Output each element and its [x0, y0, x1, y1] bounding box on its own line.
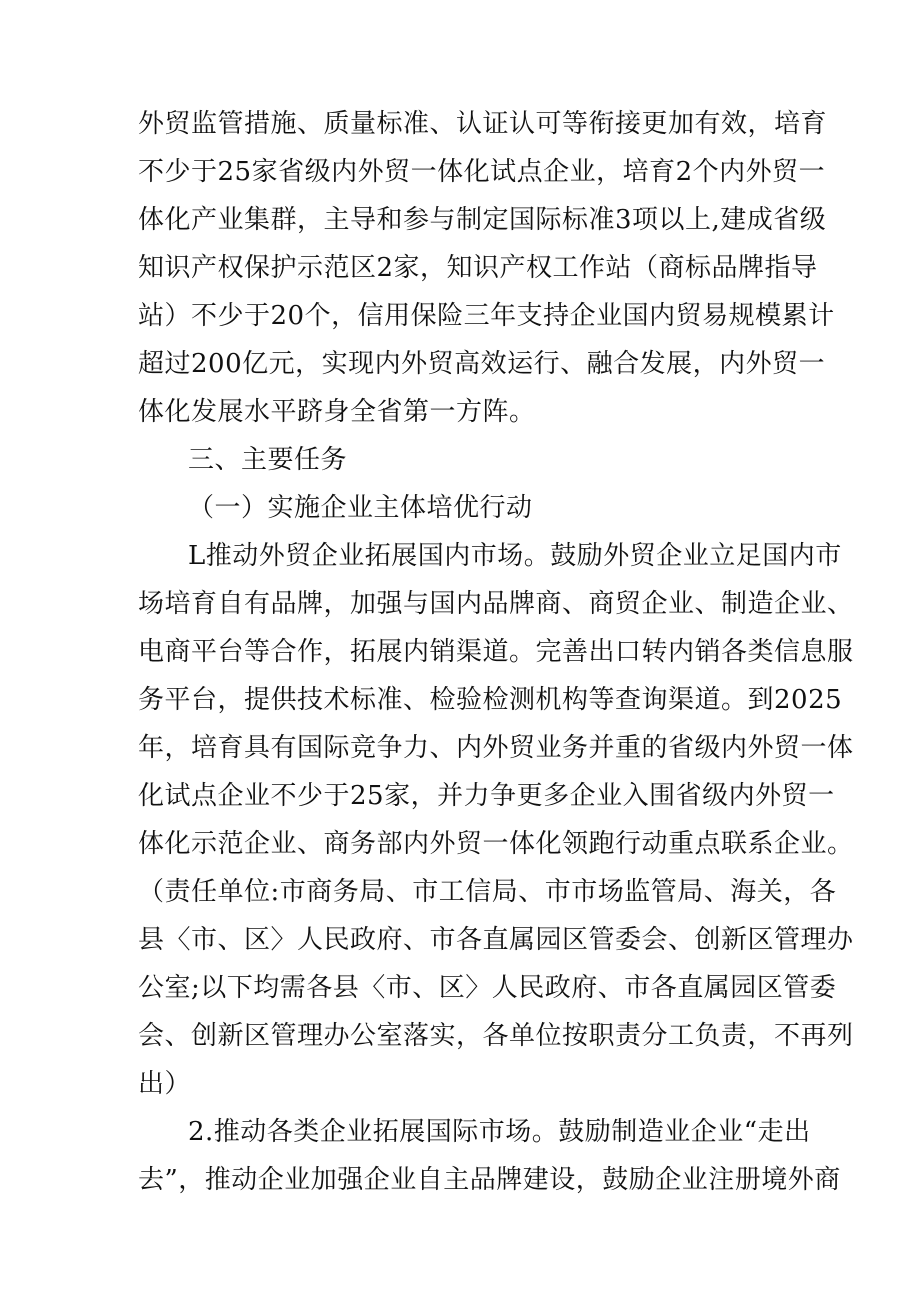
paragraph-line: 去”，推动企业加强企业自主品牌建设，鼓励企业注册境外商: [138, 1165, 841, 1195]
paragraph-line: 知识产权保护示范区2家，知识产权工作站（商标品牌指导: [138, 253, 818, 283]
paragraph-line: 超过200亿元，实现内外贸高效运行、融合发展，内外贸一: [138, 349, 826, 379]
paragraph-line: 化试点企业不少于25家，并力争更多企业入围省级内外贸一: [138, 781, 835, 811]
paragraph-line: 场培育自有品牌，加强与国内品牌商、商贸企业、制造企业、: [138, 589, 854, 619]
paragraph-line: L推动外贸企业拓展国内市场。鼓励外贸企业立足国内市: [188, 541, 842, 571]
paragraph-line: 电商平台等合作，拓展内销渠道。完善出口转内销各类信息服: [138, 637, 854, 667]
paragraph-line: 2.推动各类企业拓展国际市场。鼓励制造业企业“走出: [188, 1117, 811, 1147]
paragraph-line: 体化发展水平跻身全省第一方阵。: [138, 397, 536, 427]
paragraph-line: 外贸监管措施、质量标准、认证认可等衔接更加有效，培育: [138, 109, 828, 139]
paragraph-line: 务平台，提供技术标准、检验检测机构等查询渠道。到2025: [138, 685, 843, 715]
paragraph-line: 体化产业集群，主导和参与制定国际标准3项以上,建成省级: [138, 205, 827, 235]
paragraph-line: 不少于25家省级内外贸一体化试点企业，培育2个内外贸一: [138, 157, 826, 187]
paragraph-line: 公室;以下均需各县〈市、区〉人民政府、市各直属园区管委: [138, 973, 837, 1003]
paragraph-line: 会、创新区管理办公室落实，各单位按职责分工负责，不再列: [138, 1021, 854, 1051]
paragraph-line: 体化示范企业、商务部内外贸一体化领跑行动重点联系企业。: [138, 829, 854, 859]
paragraph-line: 出）: [138, 1069, 192, 1099]
subsection-heading: （一）实施企业主体培优行动: [188, 493, 533, 523]
paragraph-line: 站）不少于20个，信用保险三年支持企业国内贸易规模累计: [138, 301, 835, 331]
paragraph-line: 年，培育具有国际竞争力、内外贸业务并重的省级内外贸一体: [138, 733, 854, 763]
section-heading: 三、主要任务: [188, 445, 348, 475]
paragraph-line: （责任单位:市商务局、市工信局、市市场监管局、海关，各: [138, 877, 837, 907]
paragraph-line: 县〈市、区〉人民政府、市各直属园区管委会、创新区管理办: [138, 925, 854, 955]
